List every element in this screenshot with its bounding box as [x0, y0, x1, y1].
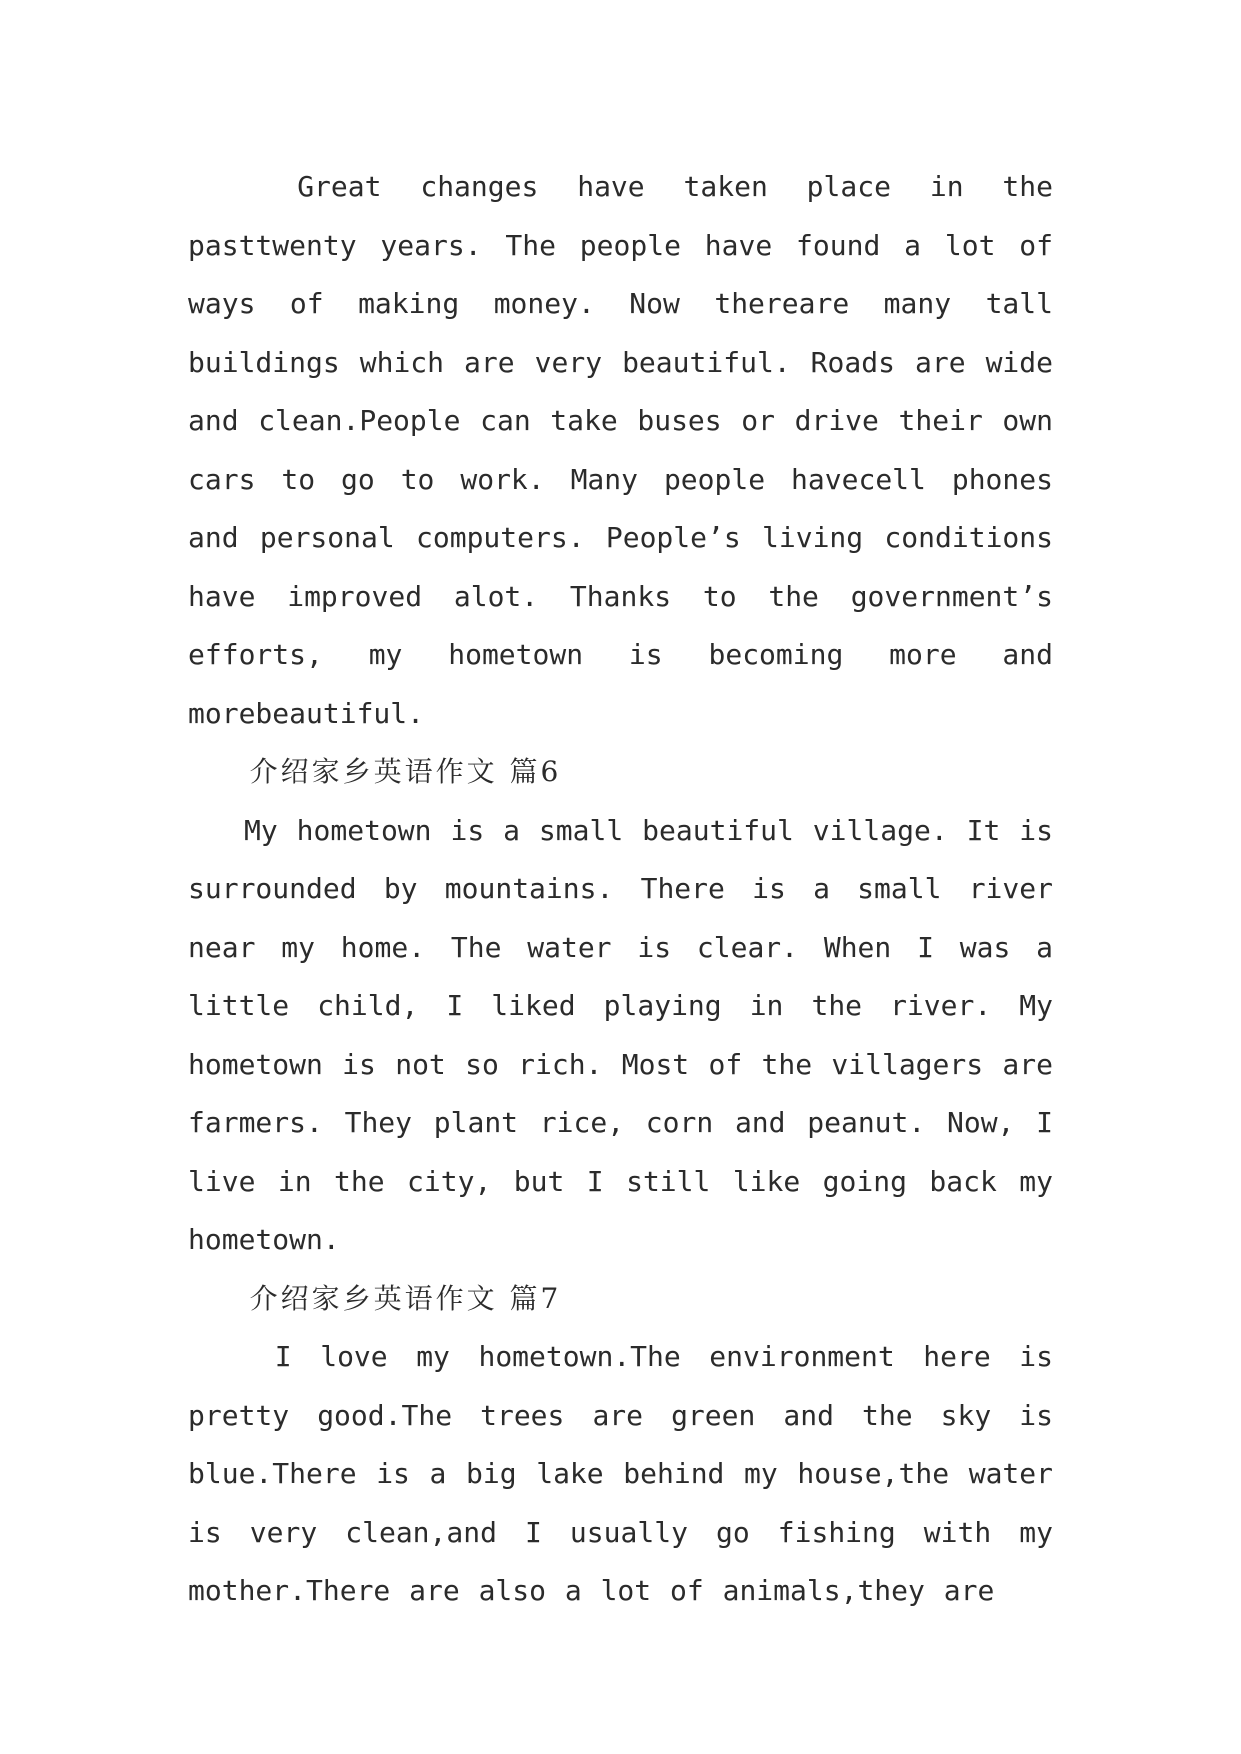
section-heading-7: 介绍家乡英语作文 篇7 — [249, 1281, 562, 1315]
document-body — [188, 158, 1053, 1621]
paragraph-hometown-changes: Great changes have taken place in the pasttwenty years. The people have found a lot of ways of making money. Now thereare many tall buildings which are very beautiful. Roads are wide and clean.People can take buses or drive their own cars to go to work. Many people havecell phones and personal computers. People’s living conditions have improved alot. Thanks to the government’s efforts, my hometown is becoming more and morebeautiful. — [188, 170, 1053, 730]
paragraph-small-village: My hometown is a small beautiful village. It is surrounded by mountains. There is a small river near my home. The water is clear. When I was a little child, I liked playing in the river. My hometown is not so rich. Most of the villagers are farmers. They plant rice, corn and peanut. Now, I live in the city, but I still like going back my hometown. — [188, 813, 1053, 1256]
paragraph-love-hometown: I love my hometown.The environment here is pretty good.The trees are green and the sky is blue.There is a big lake behind my house,the water is very clean,and I usually go fishing with my mother.There are also a lot of animals,they are — [188, 1340, 1053, 1607]
section-heading-6: 介绍家乡英语作文 篇6 — [249, 755, 562, 788]
